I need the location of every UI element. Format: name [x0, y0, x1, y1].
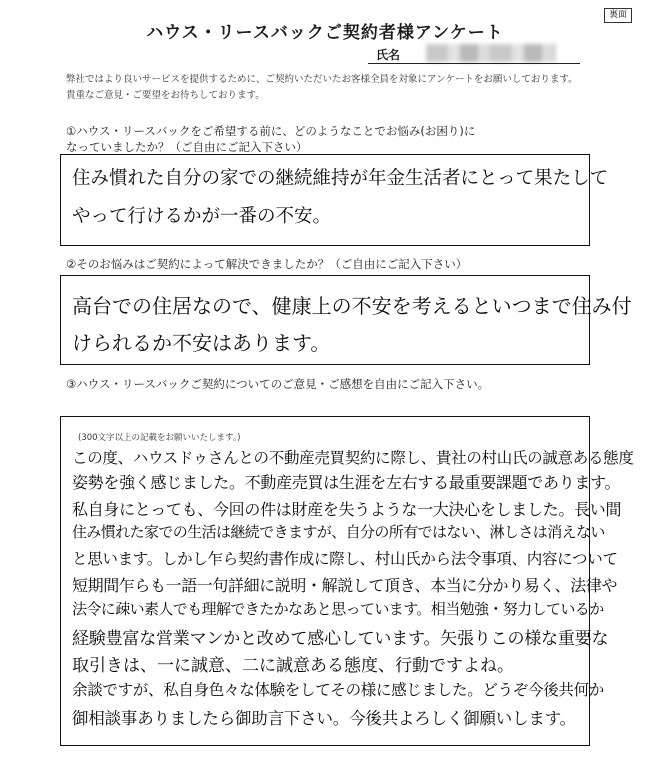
- answer-3-line: 短期間乍らも一語一句詳細に説明・解説して頂き、本当に分かり易く、法律や: [72, 576, 618, 595]
- answer-3-line: 経験豊富な営業マンかと改めて感心しています。矢張りこの様な重要な: [72, 629, 609, 649]
- question-3-line: ③ハウス・リースバックご契約についてのご意見・ご感想を自由にご記入下さい。: [66, 377, 490, 391]
- intro-text: [66, 72, 586, 104]
- name-underline: [368, 63, 580, 64]
- answer-3-line: 余談ですが、私自身色々な体験をしてその様に感じました。どうぞ今後共何か: [72, 681, 605, 699]
- question-1: [66, 123, 475, 155]
- back-side-tag: 裏面: [604, 8, 632, 23]
- redacted-name: [426, 44, 556, 62]
- name-field: [368, 44, 580, 64]
- answer-3-line: 取引きは、一に誠意、二に誠意ある態度、行動ですよね。: [72, 656, 514, 676]
- question-2-line: ②そのお悩みはご契約によって解決できましたか？（ご自由にご記入下さい）: [66, 257, 468, 271]
- length-note: (300文字以上の記載をお願いいたします。): [78, 433, 241, 443]
- intro-line: 弊社ではより良いサービスを提供するために、ご契約いただいたお客様全員を対象にアンケートをお願いしております。: [66, 74, 578, 85]
- intro-line: 貴重なご意見・ご要望をお待ちしております。: [66, 90, 265, 101]
- answer-3-line: 姿勢を強く感じました。不動産売買は生涯を左右する最重要課題であります。: [72, 473, 621, 492]
- answer-3-line: 住み慣れた家での生活は継続できますが、自分の所有ではない、淋しさは消えない: [72, 523, 605, 541]
- question-3: [66, 376, 489, 392]
- answer-1-line: 住み慣れた自分の家での継続維持が年金生活者にとって果たして: [72, 168, 609, 189]
- answer-1-line: やって行けるかが一番の不安。: [72, 206, 332, 227]
- answer-2-line: 高台での住居なので、健康上の不安を考えるといつまで住み付: [72, 294, 632, 318]
- question-1-line: なっていましたか？（ご自由にご記入下さい）: [66, 140, 308, 154]
- answer-3-line: この度、ハウスドゥさんとの不動産売買契約に際し、貴社の村山氏の誠意ある態度: [72, 449, 634, 467]
- answer-3-line: 法令に疎い素人でも理解できたかなあと思っています。相当勉強・努力しているか: [72, 600, 604, 618]
- page-title: ハウス・リースバックご契約者様アンケート: [146, 23, 504, 43]
- question-1-line: ①ハウス・リースバックをご希望する前に、どのようなことでお悩み(お困り)に: [66, 124, 476, 138]
- answer-3-line: 御相談事ありましたら御助言下さい。今後共よろしく御願いします。: [72, 709, 576, 728]
- question-2: [66, 256, 467, 272]
- name-label: 氏名: [376, 48, 401, 62]
- answer-3-line: と思います。しかし乍ら契約書作成に際し、村山氏から法令事項、内容について: [72, 550, 618, 568]
- answer-3-line: 私自身にとっても、今回の件は財産を失うような一大決心をしました。長い間: [72, 500, 622, 519]
- answer-2-line: けられるか不安はあります。: [72, 331, 331, 355]
